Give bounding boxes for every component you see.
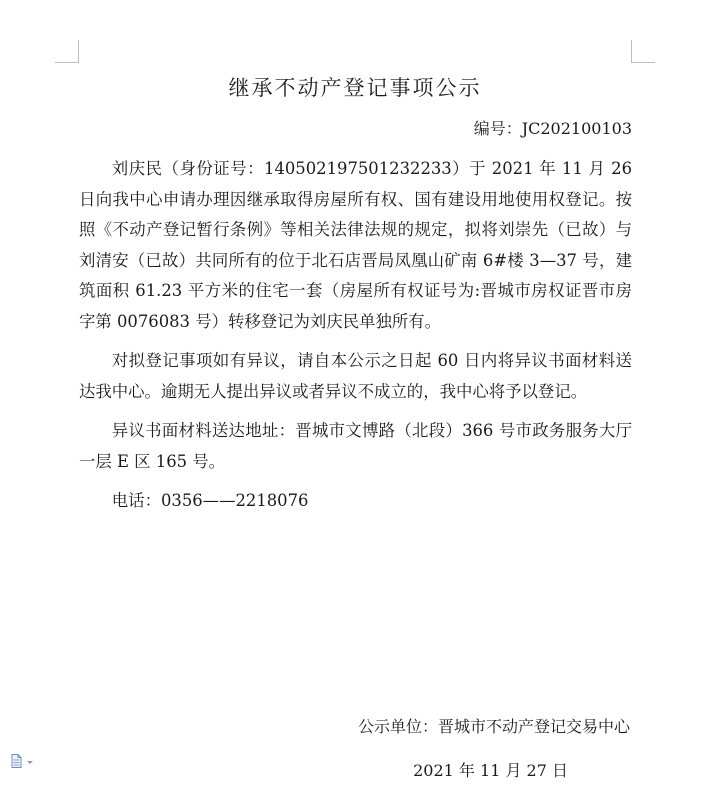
paragraph-application: 刘庆民（身份证号：140502197501232233）于 2021 年 11 月 26 日向我中心申请办理因继承取得房屋所有权、国有建设用地使用权登记。按照《不动产登记暂行条例》等相关法律法规的规定，拟将刘崇先（已故）与刘清安（已故）共同所有的位于北石店晋局凤凰山矿南 6#楼 3—37 号，建筑面积 61.23 平方米的住宅一套（房屋所有权证号为:晋城市房权证晋市房字第 0076083 号）转移登记为刘庆民单独所有。: [79, 159, 632, 331]
document-icon[interactable]: [11, 753, 37, 767]
crop-mark-top-left: [55, 40, 79, 63]
paragraph-phone: 电话：0356——2218076: [111, 491, 309, 510]
signing-unit: 公示单位：晋城市不动产登记交易中心: [357, 717, 630, 736]
publish-date: 2021 年 11 月 27 日: [413, 761, 568, 780]
paragraph-objection: 对拟登记事项如有异议，请自本公示之日起 60 日内将异议书面材料送达我中心。逾期无人提出异议或者异议不成立的，我中心将予以登记。: [79, 351, 632, 401]
document-number: 编号：JC202100103: [473, 119, 632, 138]
crop-mark-top-right: [631, 40, 655, 63]
document-body: [79, 154, 632, 526]
document-title: 继承不动产登记事项公示: [228, 76, 482, 100]
paragraph-address: 异议书面材料送达地址：晋城市文博路（北段）366 号市政务服务大厅一层 E 区 165 号。: [79, 421, 632, 471]
document-icon-graphic: [11, 754, 37, 768]
